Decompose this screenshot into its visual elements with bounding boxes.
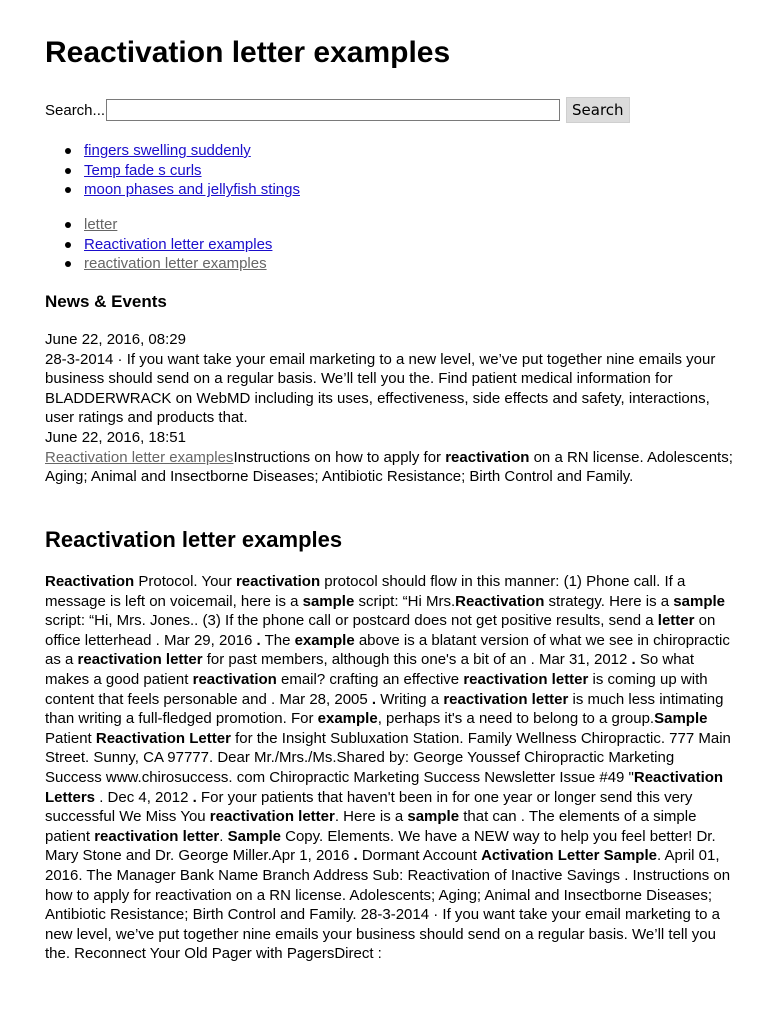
article-text: on office letterhead . Mar 29, 2016 [45,612,716,649]
article-text: protocol should flow in this manner: (1) Phone call. If a message is left on voicemail, here is a [45,573,686,610]
article-bold-text: . [192,788,197,806]
list-item [45,161,300,181]
news-text: Instructions on how to apply for [233,448,446,466]
news-paragraph [45,448,735,487]
article-text: . April 01, 2016. The Manager Bank Name Branch Address Sub: Reactivation of Inactive Savings . Instructions on how to apply for reactivation on a RN license. Adolescents; Aging; Animal and Insectborne Diseases; Antibiotic Resistance; Birth Control and Family. 28-3-2014 · If you want take your email marketing to a new level, we’ve put together nine emails your business should send on a regular basis. We’ll tell you the. Reconnect Your Old Pager with PagersDirect : [45,847,731,963]
tag-link[interactable]: reactivation letter examples [84,255,267,273]
article-text: for past members, although this one's a bit of an . Mar 31, 2012 [202,651,632,669]
article-text: above is a blatant version of what we see in chiropractic as a [45,631,730,669]
article-bold-text: . [631,651,636,669]
article-text: Writing a [376,690,444,708]
article-text: , perhaps it's a need to belong to a group. [377,710,655,728]
article-bold-text: reactivation letter [463,670,589,688]
article-bold-text: reactivation [192,670,277,688]
news-bold-text: reactivation [445,448,530,466]
article-bold-text: example [317,710,378,728]
article-bold-text: sample [407,808,460,826]
article-link[interactable]: Reactivation letter examples [45,448,234,466]
tag-link[interactable]: Reactivation letter examples [84,235,273,253]
bullet-icon [65,261,71,267]
bullet-icon [65,148,71,154]
article-bold-text: . [371,690,377,708]
bullet-icon [65,222,71,228]
article-text: strategy. Here is a [544,592,674,610]
article-bold-text: Sample [654,710,708,728]
news-heading: News & Events [45,292,167,311]
search-form [45,98,630,122]
article-text: The [260,631,295,649]
news-date: June 22, 2016, 08:29 [45,331,186,348]
article-text: Protocol. Your [134,573,236,590]
article-text: is coming up with content that feels personable and . Mar 28, 2005 [45,670,708,708]
article-text: . Here is a [334,808,408,826]
article-bold-text: sample [302,592,355,610]
article-bold-text: example [294,631,355,649]
article-text: is much less intimating than writing a full-fledged promotion. For [45,690,724,728]
article-text: . [219,827,228,845]
article-text: email? crafting an effective [276,670,464,688]
news-date: June 22, 2016, 18:51 [45,428,186,446]
search-input[interactable] [106,99,560,121]
article-bold-text: sample [673,592,725,610]
list-item [45,235,272,255]
breadcrumb-links-list [45,215,272,274]
article-paragraph [45,572,735,964]
article-bold-text: letter [657,612,695,630]
article-bold-text: reactivation letter [94,827,220,845]
article-bold-text: Reactivation Letters [45,768,724,806]
related-link[interactable]: moon phases and jellyfish stings [84,181,300,199]
article-text: that can . The elements of a simple patient [45,808,697,845]
related-links-list [45,141,300,200]
article-bold-text: . [353,847,358,865]
article-text: script: “Hi Mrs. [354,592,456,610]
tag-link[interactable]: letter [84,216,118,233]
article-text: for the Insight Subluxation Station. Family Wellness Chiropractic. 777 Main Street. Sunny, CA 97777. Dear Mr./Mrs./Ms.Shared by: George Youssef Chiropractic Marketing Success www.chirosuccess. com Chiropractic Marketing Success Newsletter Issue #49 " [45,729,731,786]
article-text: . Dec 4, 2012 [95,788,193,806]
article-bold-text: reactivation letter [443,690,569,708]
bullet-icon [65,242,71,248]
related-link[interactable]: fingers swelling suddenly [84,142,251,159]
article-text: Patient [45,729,96,747]
article-text: So what makes a good patient [45,651,695,688]
list-item [45,215,272,235]
bullet-icon [65,168,71,174]
list-item [45,254,272,274]
article-text: script: “Hi, Mrs. Jones.. (3) If the phone call or postcard does not get positive results, send a [45,612,658,630]
list-item [45,180,300,200]
article-bold-text: Activation Letter Sample [481,847,657,865]
news-text: on a RN license. Adolescents; Aging; Animal and Insectborne Diseases; Antibiotic Resistance; Birth Control and Family. [45,448,733,486]
related-link[interactable]: Temp fade s curls [84,161,202,179]
article-bold-text: reactivation letter [77,651,203,669]
article-bold-text: Sample [227,827,281,845]
article-body [45,572,735,964]
search-button[interactable]: Search [566,97,630,123]
article-bold-text: Reactivation Letter [95,729,231,747]
news-paragraph: 28-3-2014 · If you want take your email marketing to a new level, we’ve put together nine emails your business should send on a regular basis. We’ll tell you the. Find patient medical information for BLADDERWRACK on WebMD including its uses, effectiveness, side effects and safety, interactions, user ratings and products that. [45,350,716,427]
page-title: Reactivation letter examples [45,36,451,69]
article-heading: Reactivation letter examples [45,527,343,552]
article-bold-text: Reactivation [455,592,545,610]
article-bold-text: reactivation letter [209,808,335,826]
article-bold-text: Reactivation [45,573,135,590]
article-text: Dormant Account [357,847,482,865]
article-text: For your patients that haven't been in for one year or longer send this very successful We Miss You [45,788,693,826]
search-label: Search... [45,101,106,119]
article-bold-text: reactivation [235,573,321,590]
article-bold-text: . [256,631,261,649]
article-text: Copy. Elements. We have a NEW way to help you feel better! Dr. Mary Stone and Dr. George Miller.Apr 1, 2016 [45,827,716,865]
news-section [45,330,735,487]
bullet-icon [65,187,71,193]
list-item [45,141,300,161]
